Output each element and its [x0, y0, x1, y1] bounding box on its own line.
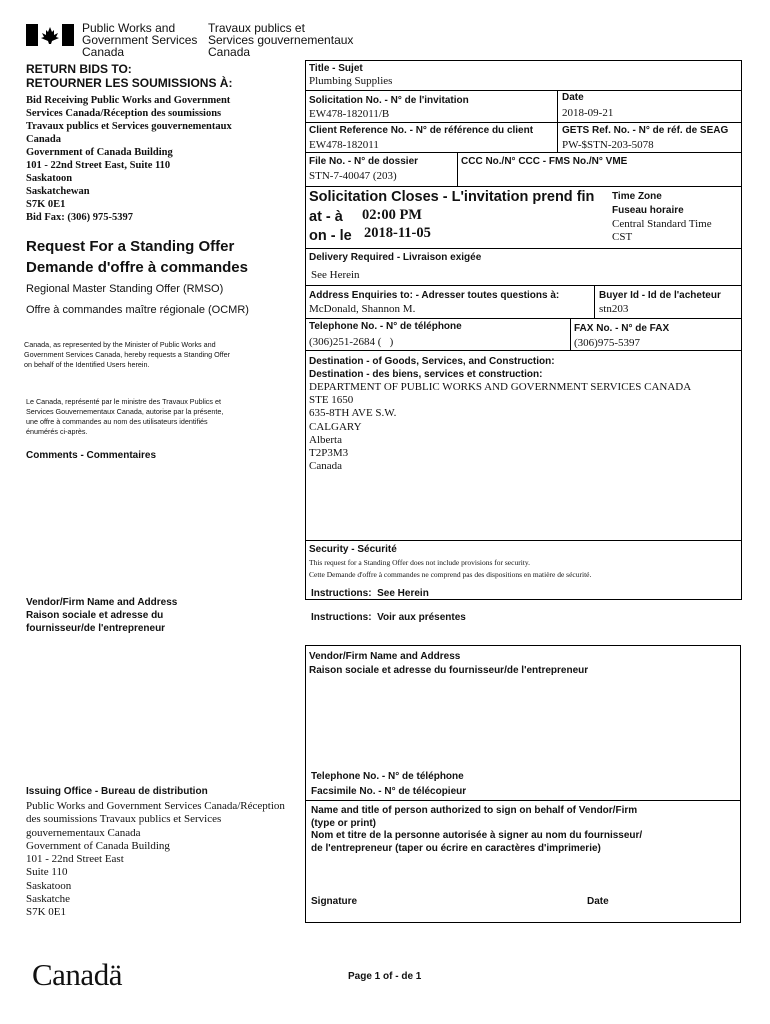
- request-title: Request For a Standing Offer Demande d'offre à commandes: [26, 238, 248, 276]
- gets-value: PW-$STN-203-5078: [562, 139, 654, 151]
- security-text-fr: Cette Demande d'offre à commandes ne comprend pas des dispositions en matière de sécurité.: [309, 570, 592, 579]
- vendor-left-label: Vendor/Firm Name and Address Raison sociale et adresse du fournisseur/de l'entrepreneur: [26, 597, 178, 634]
- at-value: 02:00 PM: [362, 207, 422, 223]
- destination-address: DEPARTMENT OF PUBLIC WORKS AND GOVERNMENT SERVICES CANADA STE 1650 635-8TH AVE S.W. CALGARY Alberta T2P3M3 Canada: [309, 381, 692, 473]
- instructions-en: Instructions: See Herein: [311, 588, 429, 599]
- closes-label: Solicitation Closes - L'invitation prend fin: [309, 189, 595, 205]
- rmso-fr: Offre à commandes maître régionale (OCMR): [26, 304, 249, 316]
- authorized-person-label: Name and title of person authorized to sign on behalf of Vendor/Firm (type or print) Nom et titre de la personne autorisée à signer au nom du fournisseur/ de l'entrepreneur (taper ou écrire en caractères d'imprimerie): [311, 805, 643, 854]
- vendor-box: [305, 645, 741, 923]
- security-label: Security - Sécurité: [309, 544, 397, 555]
- canada-flag-icon: [26, 24, 74, 46]
- header-dept-en: Public Works and Government Services Canada: [82, 21, 198, 59]
- vendor-telephone-label: Telephone No. - N° de téléphone: [311, 771, 464, 782]
- issuing-office-label: Issuing Office - Bureau de distribution: [26, 786, 208, 797]
- request-paragraph-fr: Le Canada, représenté par le ministre des Travaux Publics et Services Gouvernementaux Canada, autorise par la présente, une offre à commandes au nom des utilisateurs identifiés énumérés ci-après.: [26, 397, 224, 436]
- timezone-value: Central Standard Time CST: [612, 218, 712, 243]
- page-number: Page 1 of - de 1: [348, 971, 422, 982]
- vendor-facsimile-label: Facsimile No. - N° de télécopieur: [311, 786, 467, 797]
- fax-value: (306)975-5397: [574, 337, 640, 349]
- enquiries-value: McDonald, Shannon M.: [309, 303, 416, 315]
- security-text-en: This request for a Standing Offer does not include provisions for security.: [309, 558, 530, 567]
- client-ref-label: Client Reference No. - N° de référence du client: [309, 125, 534, 136]
- return-bids-address: Bid Receiving Public Works and Government Services Canada/Réception des soumissions Travaux publics et Services gouvernementaux Canada Government of Canada Building 101 - 22nd Street East, Suite 110 Saskatoon Saskatchewan S7K 0E1 Bid Fax: (306) 975-5397: [26, 95, 232, 223]
- title-label: Title - Sujet: [309, 63, 363, 74]
- return-bids-title: RETURN BIDS TO: RETOURNER LES SOUMISSIONS À:: [26, 62, 233, 90]
- issuing-office-address: Public Works and Government Services Canada/Réception des soumissions Travaux publics et Services gouvernementaux Canada Government of Canada Building 101 - 22nd Street East Suite 110 Saskatoon Saskatche S7K 0E1: [26, 800, 285, 919]
- fax-label: FAX No. - N° de FAX: [574, 323, 670, 334]
- header-dept-fr: Travaux publics et Services gouvernementaux Canada: [208, 21, 354, 59]
- buyer-value: stn203: [599, 303, 629, 315]
- enquiries-label: Address Enquiries to: - Adresser toutes questions à:: [309, 290, 560, 301]
- title-value: Plumbing Supplies: [309, 75, 393, 87]
- client-ref-value: EW478-182011: [309, 139, 379, 151]
- telephone-value: (306)251-2684 ( ): [309, 336, 394, 348]
- file-value: STN-7-40047 (203): [309, 170, 397, 182]
- canada-wordmark-logo: Canadä: [32, 957, 122, 992]
- delivery-label: Delivery Required - Livraison exigée: [309, 252, 482, 263]
- signature-date-label: Date: [587, 896, 609, 907]
- at-label: at - à: [309, 209, 343, 225]
- solicitation-label: Solicitation No. - N° de l'invitation: [309, 95, 469, 106]
- timezone-label: Time Zone Fuseau horaire: [612, 191, 684, 216]
- buyer-label: Buyer Id - Id de l'acheteur: [599, 290, 721, 301]
- request-paragraph-en: Canada, as represented by the Minister of Public Works and Government Services Canada, hereby requests a Standing Offer on behalf of the Identified Users herein.: [24, 340, 231, 369]
- solicitation-value: EW478-182011/B: [309, 108, 390, 120]
- date-value: 2018-09-21: [562, 107, 614, 119]
- on-label: on - le: [309, 228, 352, 244]
- delivery-value: See Herein: [311, 269, 360, 281]
- rmso-en: Regional Master Standing Offer (RMSO): [26, 283, 224, 295]
- file-label: File No. - N° de dossier: [309, 156, 419, 167]
- ccc-label: CCC No./N° CCC - FMS No./N° VME: [461, 156, 628, 167]
- on-value: 2018-11-05: [364, 225, 431, 241]
- instructions-fr: Instructions: Voir aux présentes: [311, 612, 466, 623]
- date-label: Date: [562, 92, 584, 103]
- signature-label: Signature: [311, 896, 358, 907]
- destination-label: Destination - of Goods, Services, and Construction: Destination - des biens, services et construction:: [309, 356, 555, 380]
- telephone-label: Telephone No. - N° de téléphone: [309, 321, 462, 332]
- gets-label: GETS Ref. No. - N° de réf. de SEAG: [562, 125, 729, 136]
- vendor-box-label: Vendor/Firm Name and Address Raison sociale et adresse du fournisseur/de l'entrepreneur: [309, 651, 589, 676]
- comments-label: Comments - Commentaires: [26, 450, 157, 461]
